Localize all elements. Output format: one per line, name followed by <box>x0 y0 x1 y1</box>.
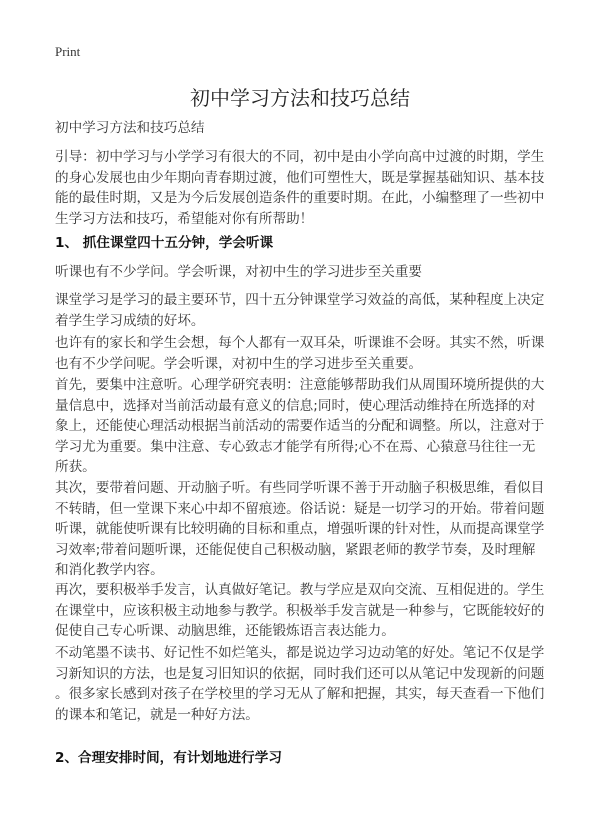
text-line: 的身心发展也由少年期向青春期过渡，他们可塑性大，既是掌握基础知识、基本技 <box>55 169 545 186</box>
intro-paragraph <box>55 147 555 229</box>
text-line: 习新知识的方法，也是复习旧知识的依据，同时我们还可以从笔记中发现新的问题 <box>55 665 545 682</box>
text-line: 也有不少学问呢。学会听课，对初中生的学习进步至关重要。 <box>55 355 423 372</box>
paragraph <box>55 290 555 331</box>
text-line: 所获。 <box>55 459 96 475</box>
section-heading-1: 1、 抓住课堂四十五分钟，学会听课 <box>55 235 274 251</box>
text-line: 其次，要带着问题、开动脑子听。有些同学听课不善于开动脑子积极思维，看似目 <box>55 480 545 496</box>
text-line: 课堂学习是学习的最主要环节，四十五分钟课堂学习效益的高低，某种程度上决定 <box>55 292 545 308</box>
text-line: 不动笔墨不读书、好记性不如烂笔头，都是说边学习边动笔的好处。笔记不仅是学 <box>55 645 545 661</box>
paragraph <box>55 375 555 478</box>
text-line: 不转睛，但一堂课下来心中却不留痕迹。俗话说：疑是一切学习的开始。带着问题 <box>55 500 545 517</box>
text-line: 和消化教学内容。 <box>55 562 164 578</box>
text-line: 也许有的家长和学生会想，每个人都有一双耳朵，听课谁不会呀。其实不然，听课 <box>55 335 545 351</box>
document-subtitle: 初中学习方法和技巧总结 <box>55 120 205 136</box>
text-line: 。很多家长感到对孩子在学校里的学习无从了解和把握，其实，每天查看一下他们 <box>55 686 545 702</box>
text-line: 的课本和笔记，就是一种好方法。 <box>55 706 259 723</box>
text-line: 引导：初中学习与小学学习有很大的不同，初中是由小学向高中过渡的时期，学生 <box>55 149 545 165</box>
paragraph <box>55 333 555 374</box>
paragraph <box>55 478 555 581</box>
text-line: 量信息中，选择对当前活动最有意义的信息;同时，使心理活动维持在所选择的对 <box>55 397 536 414</box>
print-link[interactable]: Print <box>55 44 81 59</box>
text-line: 象上，还能使心理活动根据当前活动的需要作适当的分配和调整。所以，注意对于 <box>55 418 545 434</box>
text-line: 促使自己专心听课、动脑思维，还能锻炼语言表达能力。 <box>55 623 395 639</box>
text-line: 学习尤为重要。集中注意、专心致志才能学有所得;心不在焉、心猿意马往往一无 <box>55 438 536 455</box>
text-line: 能的最佳时期，又是为今后发展创造条件的重要时期。在此，小编整理了一些初中 <box>55 190 545 206</box>
text-line: 习效率;带着问题听课，还能促使自己积极动脑，紧跟老师的教学节奏，及时理解 <box>55 541 536 558</box>
text-line: 首先，要集中注意听。心理学研究表明：注意能够帮助我们从周围环境所提供的大 <box>55 377 545 393</box>
paragraph <box>55 580 555 642</box>
text-line: 在课堂中，应该积极主动地参与教学。积极举手发言就是一种参与，它既能较好的 <box>55 602 545 619</box>
text-line: 生学习方法和技巧，希望能对你有所帮助！ <box>55 210 314 227</box>
text-line: 再次，要积极举手发言，认真做好笔记。教与学应是双向交流、互相促进的。学生 <box>55 582 545 598</box>
paragraph <box>55 643 555 725</box>
text-line: 听课也有不少学问。学会听课，对初中生的学习进步至关重要 <box>55 264 423 280</box>
text-line: 着学生学习成绩的好坏。 <box>55 312 205 329</box>
paragraph <box>55 262 555 283</box>
document-title: 初中学习方法和技巧总结 <box>190 86 410 110</box>
section-heading-2: 2、合理安排时间，有计划地进行学习 <box>55 750 282 766</box>
text-line: 听课，就能使听课有比较明确的目标和重点，增强听课的针对性，从而提高课堂学 <box>55 521 545 537</box>
